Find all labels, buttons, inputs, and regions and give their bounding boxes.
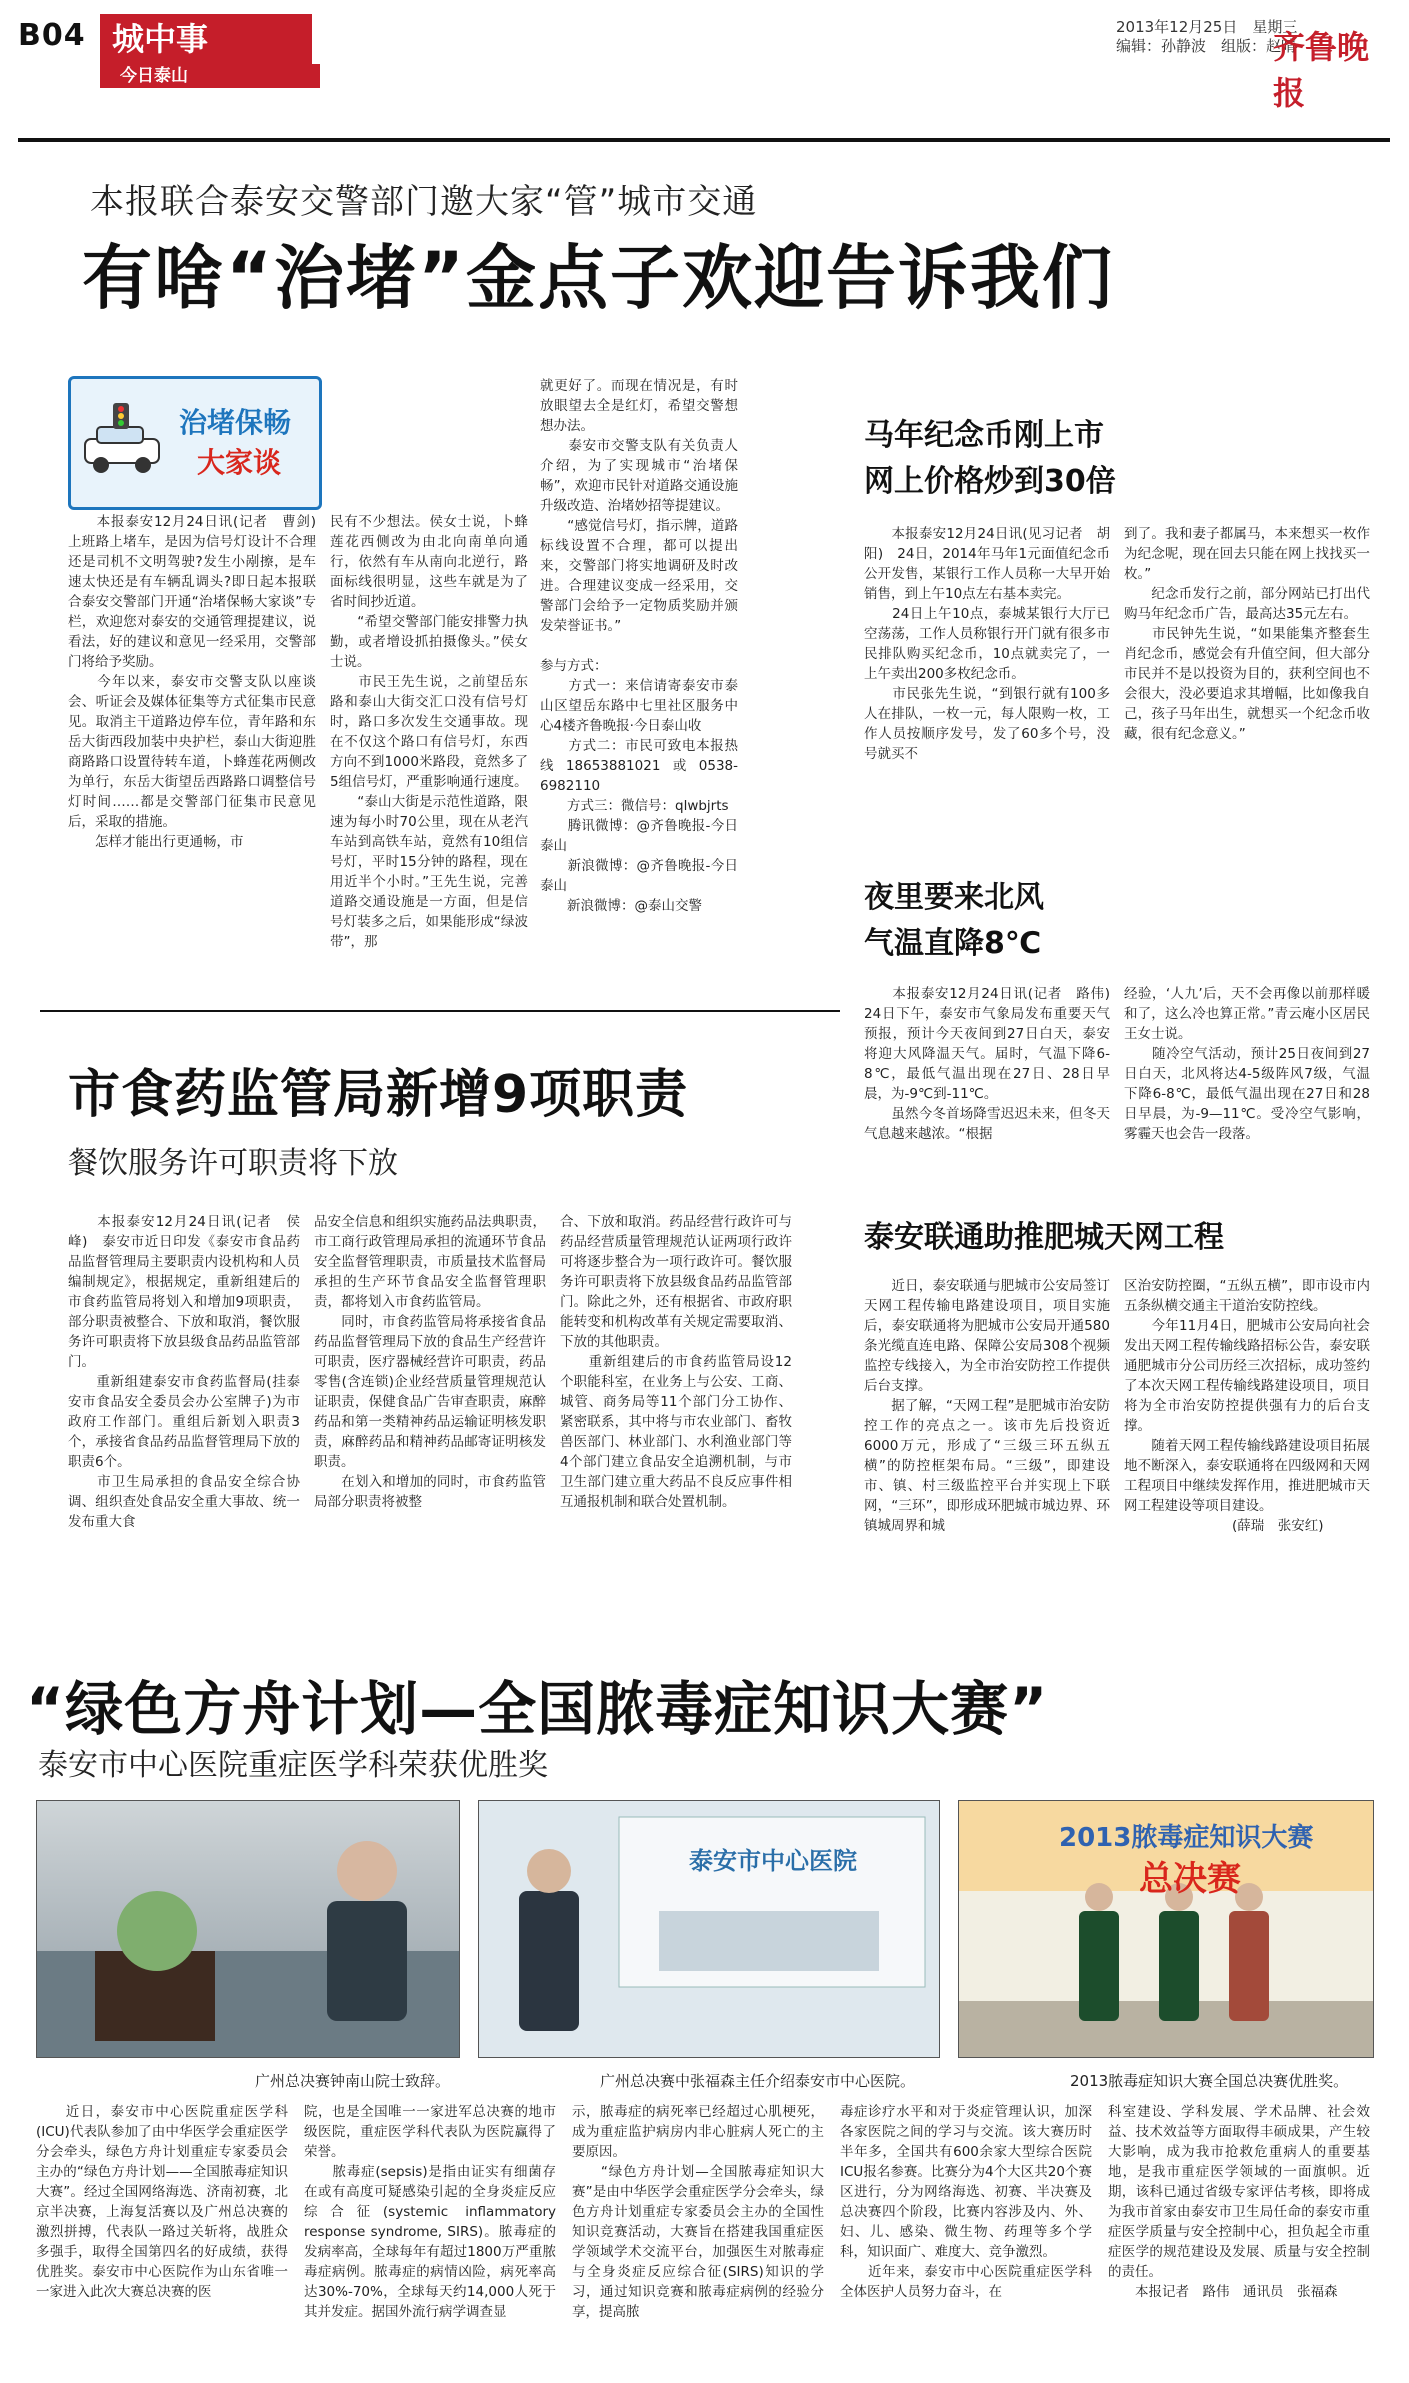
hospital-slide-icon bbox=[479, 1801, 939, 2057]
page-number: B04 bbox=[18, 18, 86, 53]
newspaper-brand: 齐鲁晚报 bbox=[1273, 28, 1370, 112]
top-rule bbox=[18, 138, 1390, 142]
lead-headline: 有啥“治堵”金点子欢迎告诉我们 bbox=[82, 237, 1115, 319]
caption-1: 广州总决赛钟南山院士致辞。 bbox=[255, 2072, 451, 2090]
subsection-name: 今日泰山 bbox=[100, 64, 320, 88]
photo-speech bbox=[36, 1800, 460, 2058]
coin-headline-1: 马年纪念币刚上市 bbox=[864, 418, 1104, 453]
traffic-police-icon bbox=[79, 399, 171, 477]
contest-column-1: 近日，泰安市中心医院重症医学科(ICU)代表队参加了由中华医学会重症医学分会牵头，绿色方舟计划重症专家委员会主办的“绿色方舟计划——全国脓毒症知识大赛”。经过全国网络海选、济南初赛，北京半决赛，上海复活赛以及广州总决赛的激烈拼搏，代表队一路过关斩将，战胜众多强手，取得全国第四名的好成绩，获得优胜奖。泰安市中心医院作为山东省唯一一家进入此次大赛总决赛的医 bbox=[36, 2104, 288, 2300]
logo-line-2: 大家谈 bbox=[197, 446, 282, 479]
speaker-photo-icon bbox=[37, 1801, 459, 2057]
contest-column-4: 毒症诊疗水平和对于炎症管理认识，加深各家医院之间的学习与交流。该大赛历时半年多，全国共有600余家大型综合医院ICU报名参赛。比赛分为4个大区共20个赛区进行，分为网络海选、初赛、半决赛及总决赛四个阶段，比赛内容涉及内、外、妇、儿、感染、微生物、药理等多个学科，知识面广、难度大、竞争激烈。 近年来，泰安市中心医院重症医学科全体医护人员努力奋斗，在 bbox=[840, 2104, 1092, 2300]
contest-column-5: 科室建设、学科发展、学术品牌、社会效益、技术效益等方面取得丰硕成果，产生较大影响，成为我市抢救危重病人的重要基地，是我市重症医学领域的一面旗帜。近期，该科已通过省级专家评估考核，即将成为我市首家由泰安市卫生局任命的泰安市重症医学质量与安全控制中心，担负起全市重症医学的规范建设及发展、质量与安全控制的责任。 本报记者 路伟 通讯员 张福森 bbox=[1108, 2104, 1370, 2300]
lead-column-1: 本报泰安12月24日讯(记者 曹剑) 上班路上堵车，是因为信号灯设计不合理还是司机不文明驾驶?发生小剐擦，是车速太快还是有车辆乱调头?即日起本报联合泰安交警部门开通“治堵保畅大家谈”专栏，欢迎您对泰安的交通管理提建议，说看法，好的建议和意见一经采用，交警部门将给予奖励。 今年以来，泰安市交警支队以座谈会、听证会及媒体征集等方式征集市民意见。取消主干道路边停车位，青年路和东岳大街西段加装中央护栏，泰山大街迎胜商路路口设置待转车道，卜蜂莲花两侧改为单行，东岳大街望岳西路路口调整信号灯时间……都是交警部门征集市民意见后，采取的措施。 怎样才能出行更通畅，市 bbox=[68, 514, 316, 850]
food-headline: 市食药监管局新增9项职责 bbox=[68, 1065, 689, 1125]
contest-column-2: 院，也是全国唯一一家进军总决赛的地市级医院，重症医学科代表队为医院赢得了荣誉。 脓毒症(sepsis)是指由证实有细菌存在或有高度可疑感染引起的全身炎症反应综合征(systemic inflammatory response syndrome, SIRS)。脓毒症的发病率高，全球每年有超过1800万严重脓毒症病例。脓毒症的病情凶险，病死率高达30%-70%，全球每天约14,000人死于其并发症。据国外流行病学调查显 bbox=[304, 2104, 556, 2320]
masthead bbox=[18, 14, 1390, 112]
weather-headline-1: 夜里要来北风 bbox=[864, 880, 1044, 915]
unicom-column-1: 近日，泰安联通与肥城市公安局签订天网工程传输电路建设项目，项目实施后，泰安联通将为肥城市公安局开通580条光缆直连电路、保障公安局308个视频监控专线接入，为全市治安防控工作提供后台支撑。 据了解，“天网工程”是肥城市治安防控工作的亮点之一。该市先后投资近6000万元，形成了“三级三环五纵五横”的防控框架布局。“三级”，即建设市、镇、村三级监控平台并实现上下联网，“三环”，即形成环肥城市城边界、环镇城周界和城 bbox=[864, 1278, 1110, 1534]
contest-subhead: 泰安市中心医院重症医学科荣获优胜奖 bbox=[38, 1748, 548, 1783]
coin-column-1: 本报泰安12月24日讯(见习记者 胡阳) 24日，2014年马年1元面值纪念币公开发售，某银行工作人员称一大早开始销售，到上午10点左右基本卖完。 24日上午10点，泰城某银行大厅已空荡荡，工作人员称银行开门就有很多市民排队购买纪念币，10点就卖完了，一上午卖出200多枚纪念币。 市民张先生说，“到银行就有100多人在排队，一枚一元，每人限购一枚，工作人员按顺序发号，发了60多个号，没号就买不 bbox=[864, 526, 1110, 762]
food-subhead: 餐饮服务许可职责将下放 bbox=[68, 1146, 398, 1181]
editor-line: 编辑：孙静波 组版：赵晴 bbox=[1116, 37, 1297, 55]
lead-column-3: 就更好了。而现在情况是，有时放眼望去全是红灯，希望交警想想办法。 泰安市交警支队有关负责人介绍，为了实现城市“治堵保畅”，欢迎市民针对道路交通设施升级改造、治堵妙招等提建议。 “感觉信号灯，指示牌，道路标线设置不合理，都可以提出来，交警部门将实地调研及时改进。合理建议变成一经采用，交警部门会给予一定物质奖励并颁发荣誉证书。” 参与方式： 方式一：来信请寄泰安市泰山区望岳东路中七里社区服务中心4楼齐鲁晚报·今日泰山收 方式二：市民可致电本报热线18653881021或0538-6982110 方式三：微信号：qlwbjrts 腾讯微博：@齐鲁晚报-今日泰山 新浪微博：@齐鲁晚报-今日泰山 新浪微博：@泰山交警 bbox=[540, 378, 738, 914]
coin-column-2: 到了。我和妻子都属马，本来想买一枚作为纪念呢，现在回去只能在网上找找买一枚。” 纪念币发行之前，部分网站已打出代购马年纪念币广告，最高达35元左右。 市民钟先生说，“如果能集齐整套生肖纪念币，感觉会有升值空间，但大部分市民并不是以投资为目的，获利空间也不会很大，没必要追求其增幅，比如像我自己，孩子马年出生，就想买一个纪念币收藏，很有纪念意义。” bbox=[1124, 526, 1370, 742]
coin-headline-2: 网上价格炒到30倍 bbox=[864, 464, 1116, 499]
logo-line-1: 治堵保畅 bbox=[179, 406, 292, 439]
photo-presentation bbox=[478, 1800, 940, 2058]
food-column-1: 本报泰安12月24日讯(记者 侯峰) 泰安市近日印发《泰安市食品药品监督管理局主要职责内设机构和人员编制规定》，根据规定，重新组建后的市食药监管局将划入和增加9项职责，部分职责被整合、下放和取消，餐饮服务许可职责将下放县级食品药品监管部门。 重新组建泰安市食药监督局(挂泰安市食品安全委员会办公室牌子)为市政府工作部门。重组后新划入职责3个，承接省食品药品监督管理局下放的职责6个。 市卫生局承担的食品安全综合协调、组织查处食品安全重大事故、统一发布重大食 bbox=[68, 1214, 300, 1530]
column-logo bbox=[68, 376, 322, 510]
section-rule bbox=[40, 1010, 840, 1012]
award-banner-line-1: 2013脓毒症知识大赛 bbox=[1059, 1823, 1314, 1853]
food-column-2: 品安全信息和组织实施药品法典职责，市工商行政管理局承担的流通环节食品安全监督管理职责，市质量技术监督局承担的生产环节食品安全监督管理职责，都将划入市食药监管局。 同时，市食药监管局将承接省食品药品监督管理局下放的食品生产经营许可职责，医疗器械经营许可职责，药品零售(含连锁)企业经营质量管理规范认证职责，保健食品广告审查职责，麻醉药品和第一类精神药品运输证明核发职责，麻醉药品和精神药品邮寄证明核发职责。 在划入和增加的同时，市食药监管局部分职责将被整 bbox=[314, 1214, 546, 1510]
date-line: 2013年12月25日 星期三 bbox=[1116, 18, 1298, 36]
section-name: 城中事 bbox=[100, 14, 312, 64]
issue-meta bbox=[1116, 18, 1297, 56]
unicom-column-2: 区治安防控圈，“五纵五横”，即市设市内五条纵横交通主干道治安防控线。 今年11月4日，肥城市公安局向社会发出天网工程传输线路招标公告，泰安联通肥城市分公司历经三次招标，成功签约了本次天网工程传输线路建设项目，项目将为全市治安防控提供强有力的后台支撑。 随着天网工程传输线路建设项目拓展地不断深入，泰安联通将在四级网和天网工程项目中继续发挥作用，推进肥城市天网工程建设等项目建设。 (薛瑞 张安红) bbox=[1124, 1278, 1370, 1534]
lead-column-2: 民有不少想法。侯女士说，卜蜂莲花西侧改为由北向南单向通行，依然有车从南向北逆行，路面标线很明显，这些车就是为了省时间抄近道。 “希望交警部门能安排警力执勤，或者增设抓拍摄像头。”侯女士说。 市民王先生说，之前望岳东路和泰山大街交汇口没有信号灯时，路口多次发生交通事故。现在不仅这个路口有信号灯，东西方向不到1000米路段，竟然多了5组信号灯，严重影响通行速度。 “泰山大街是示范性道路，限速为每小时70公里，现在从老汽车站到高铁车站，竟然有10组信号灯，平时15分钟的路程，现在用近半个小时。”王先生说，完善道路交通设施是一方面，但是信号灯装多之后，如果能形成“绿波带”，那 bbox=[330, 514, 528, 950]
weather-column-1: 本报泰安12月24日讯(记者 路伟) 24日下午，泰安市气象局发布重要天气预报，预计今天夜间到27日白天，泰安将迎大风降温天气。届时，气温下降6-8℃，最低气温出现在27日、28日早晨，为-9℃到-11℃。 虽然今冬首场降雪迟迟未来，但冬天气息越来越浓。“根据 bbox=[864, 986, 1110, 1142]
food-column-3: 合、下放和取消。药品经营行政许可与药品经营质量管理规范认证两项行政许可将逐步整合为一项行政许可。餐饮服务许可职责将下放县级食品药品监管部门。除此之外，还有根据省、市政府职能转变和机构改革有关规定需要取消、下放的其他职责。 重新组建后的市食药监管局设12个职能科室，在业务上与公安、工商、城管、商务局等11个部门分工协作、紧密联系，其中将与市农业部门、畜牧兽医部门、林业部门、水利渔业部门等4个部门建立食品安全追溯机制，与市卫生部门建立重大药品不良反应事件相互通报机制和联合处置机制。 bbox=[560, 1214, 792, 1510]
unicom-headline: 泰安联通助推肥城天网工程 bbox=[864, 1220, 1224, 1255]
contest-column-3: 示，脓毒症的病死率已经超过心肌梗死，成为重症监护病房内非心脏病人死亡的主要原因。 “绿色方舟计划—全国脓毒症知识大赛”是由中华医学会重症医学分会牵头，绿色方舟计划重症专家委员会主办的全国性知识竞赛活动，大赛旨在搭建我国重症医学领域学术交流平台，加强医生对脓毒症与全身炎症反应综合征(SIRS)知识的学习，通过知识竞赛和脓毒症病例的经验分享，提高脓 bbox=[572, 2104, 824, 2320]
contest-headline: “绿色方舟计划—全国脓毒症知识大赛” bbox=[26, 1675, 1049, 1743]
weather-column-2: 经验，‘人九’后，天不会再像以前那样暖和了，这么冷也算正常。”青云庵小区居民王女士说。 随冷空气活动，预计25日夜间到27日白天，北风将达4-5级阵风7级，气温下降6-8℃，最低气温出现在27日和28日早晨，为-9—11℃。受冷空气影响，雾霾天也会告一段落。 bbox=[1124, 986, 1370, 1142]
award-banner-line-2: 总决赛 bbox=[1139, 1859, 1241, 1899]
hospital-sign-text: 泰安市中心医院 bbox=[689, 1847, 857, 1875]
weather-headline-2: 气温直降8℃ bbox=[864, 926, 1042, 961]
caption-3: 2013脓毒症知识大赛全国总决赛优胜奖。 bbox=[1070, 2072, 1349, 2090]
caption-2: 广州总决赛中张福森主任介绍泰安市中心医院。 bbox=[600, 2072, 916, 2090]
lead-kicker: 本报联合泰安交警部门邀大家“管”城市交通 bbox=[90, 182, 758, 222]
photo-award bbox=[958, 1800, 1374, 2058]
